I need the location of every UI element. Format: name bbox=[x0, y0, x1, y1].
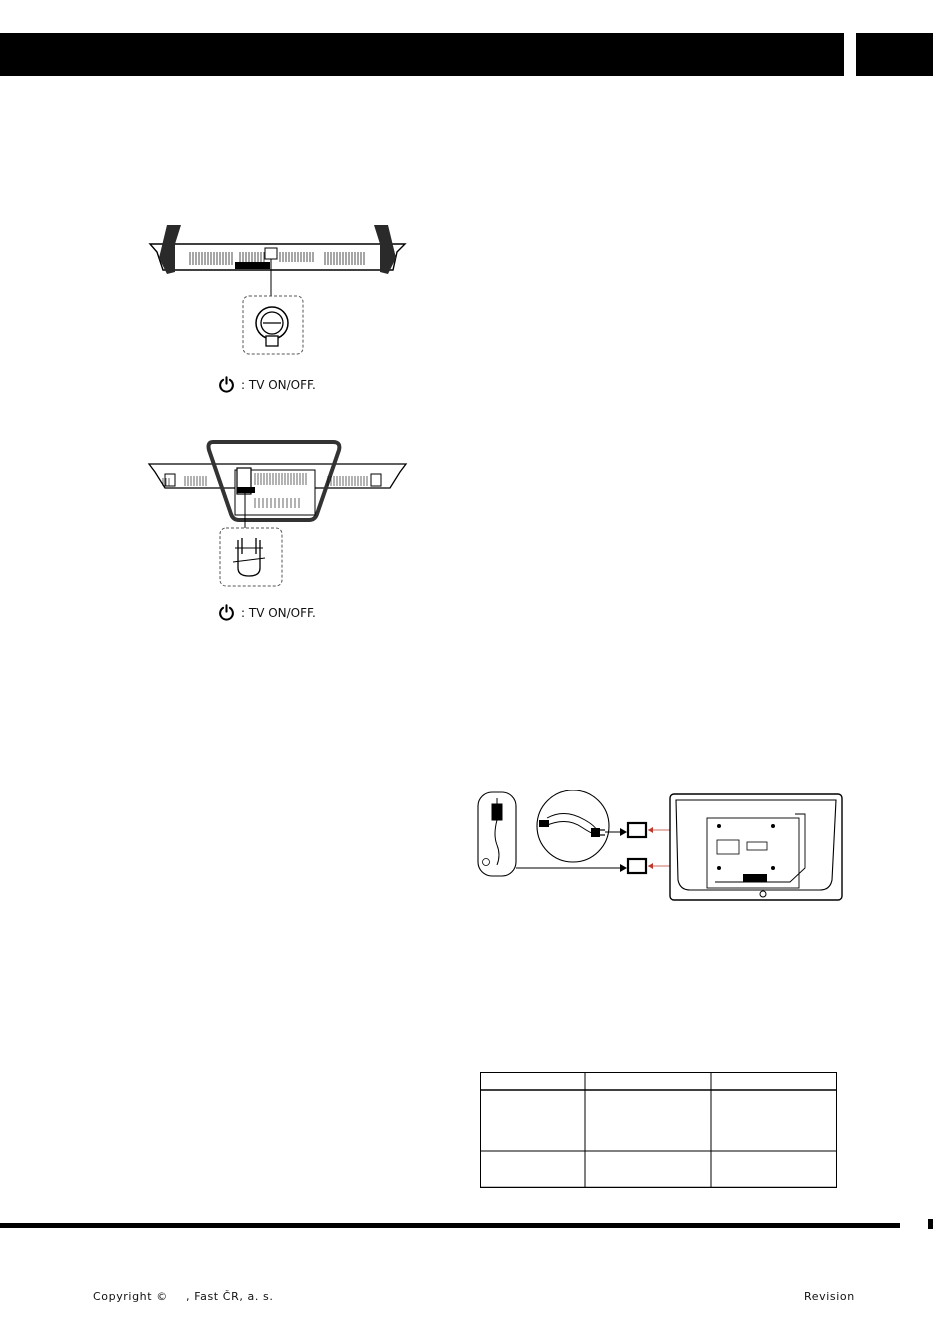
tv-back-round-button-figure bbox=[145, 222, 410, 357]
footer-company: , Fast ČR, a. s. bbox=[186, 1290, 274, 1303]
footer-rule bbox=[0, 1223, 900, 1228]
spec-table bbox=[480, 1072, 837, 1188]
footer-tick bbox=[928, 1219, 933, 1229]
tv-back-icon bbox=[670, 794, 842, 900]
power-caption-top-text: : TV ON/OFF. bbox=[241, 377, 316, 392]
power-caption-bottom bbox=[218, 604, 316, 621]
ac-socket bbox=[628, 823, 646, 837]
header-bar bbox=[0, 33, 844, 76]
footer-revision: Revision bbox=[804, 1290, 855, 1303]
tv-back-stand-switch-figure bbox=[145, 440, 410, 588]
header-tab bbox=[856, 33, 933, 76]
power-icon bbox=[218, 376, 235, 393]
power-connection-figure bbox=[475, 790, 845, 902]
power-caption-top bbox=[218, 376, 316, 393]
footer-copyright: Copyright © bbox=[93, 1290, 168, 1303]
power-caption-bottom-text: : TV ON/OFF. bbox=[241, 605, 316, 620]
power-icon bbox=[218, 604, 235, 621]
dc-socket bbox=[628, 859, 646, 873]
